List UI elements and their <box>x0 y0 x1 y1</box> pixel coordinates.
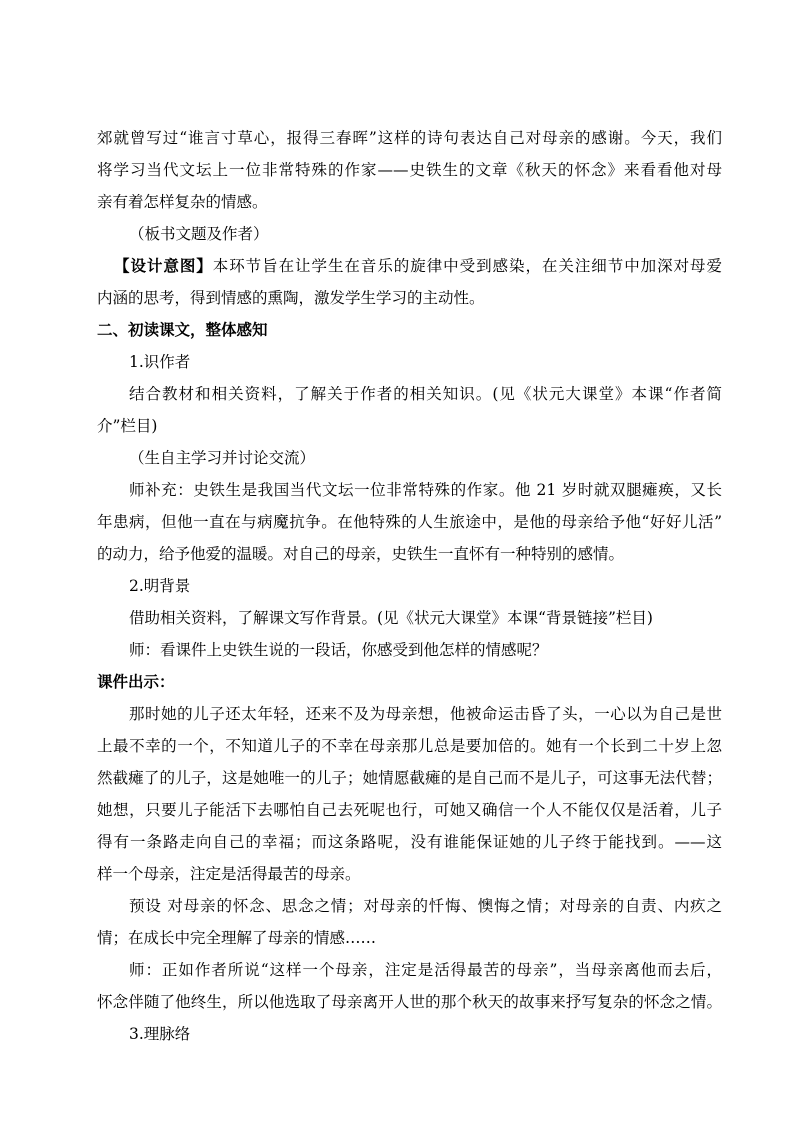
courseware-heading: 课件出示： <box>97 672 175 691</box>
paragraph-line: 郊就曾写过“谁言寸草心，报得三春晖”这样的诗句表达自己对母亲的感谢。今天，我们 <box>97 129 722 147</box>
paragraph-line: 借助相关资料，了解课文写作背景。(见《状元大课堂》本课“背景链接”栏目) <box>129 609 653 627</box>
subsection-heading: 2.明背景 <box>129 577 191 595</box>
paragraph-line: 内涵的思考，得到情感的熏陶，激发学生学习的主动性。 <box>97 289 485 307</box>
paragraph-line: 的动力，给予他爱的温暖。对自己的母亲，史铁生一直怀有一种特别的感情。 <box>97 545 625 563</box>
paragraph-line: 介”栏目) <box>97 417 158 435</box>
stage-direction: （生自主学习并讨论交流） <box>129 449 316 467</box>
section-heading: 二、初读课文，整体感知 <box>97 320 268 339</box>
quote-line: 然截瘫了的儿子，这是她唯一的儿子；她情愿截瘫的是自己而不是儿子，可这事无法代替； <box>97 769 722 787</box>
paragraph-line: 将学习当代文坛上一位非常特殊的作家——史铁生的文章《秋天的怀念》来看看他对母 <box>97 161 722 179</box>
paragraph-line: 结合教材和相关资料，了解关于作者的相关知识。(见《状元大课堂》本课“作者简 <box>129 385 722 403</box>
paragraph-line: 师补充：史铁生是我国当代文坛一位非常特殊的作家。他 21 岁时就双腿瘫痪，又长 <box>129 481 722 499</box>
quote-line: 上最不幸的一个，不知道儿子的不幸在母亲那儿总是要加倍的。她有一个长到二十岁上忽 <box>97 737 722 755</box>
design-intent-line <box>114 256 722 276</box>
quote-line: 那时她的儿子还太年轻，还来不及为母亲想，他被命运击昏了头，一心以为自己是世 <box>129 705 722 723</box>
paragraph-line: 预设 对母亲的怀念、思念之情；对母亲的忏悔、懊悔之情；对母亲的自责、内疚之 <box>129 897 722 915</box>
paragraph-line: 情；在成长中完全理解了母亲的情感…… <box>97 929 377 947</box>
paragraph-line: 怀念伴随了他终生，所以他选取了母亲离开人世的那个秋天的故事来抒写复杂的怀念之情。 <box>97 993 722 1011</box>
quote-line: 她想，只要儿子能活下去哪怕自己去死呢也行，可她又确信一个人不能仅仅是活着，儿子 <box>97 801 722 819</box>
paragraph-line: 师：正如作者所说“这样一个母亲，注定是活得最苦的母亲”，当母亲离他而去后， <box>129 961 722 979</box>
subsection-heading: 1.识作者 <box>129 353 191 371</box>
paragraph-line: 年患病，但他一直在与病魔抗争。在他特殊的人生旅途中，是他的母亲给予他“好好儿活” <box>97 513 722 531</box>
quote-line: 样一个母亲，注定是活得最苦的母亲。 <box>97 865 361 883</box>
quote-line: 得有一条路走向自己的幸福；而这条路呢，没有谁能保证她的儿子终于能找到。——这 <box>97 833 722 851</box>
paragraph-line: 师：看课件上史铁生说的一段话，你感受到他怎样的情感呢？ <box>129 641 548 659</box>
design-intent-label: 【设计意图】 <box>114 256 213 275</box>
stage-direction: （板书文题及作者） <box>129 225 269 243</box>
paragraph-line: 亲有着怎样复杂的情感。 <box>97 193 268 211</box>
design-intent-text: 本环节旨在让学生在音乐的旋律中受到感染，在关注细节中加深对母爱 <box>212 257 722 275</box>
subsection-heading: 3.理脉络 <box>129 1025 191 1043</box>
